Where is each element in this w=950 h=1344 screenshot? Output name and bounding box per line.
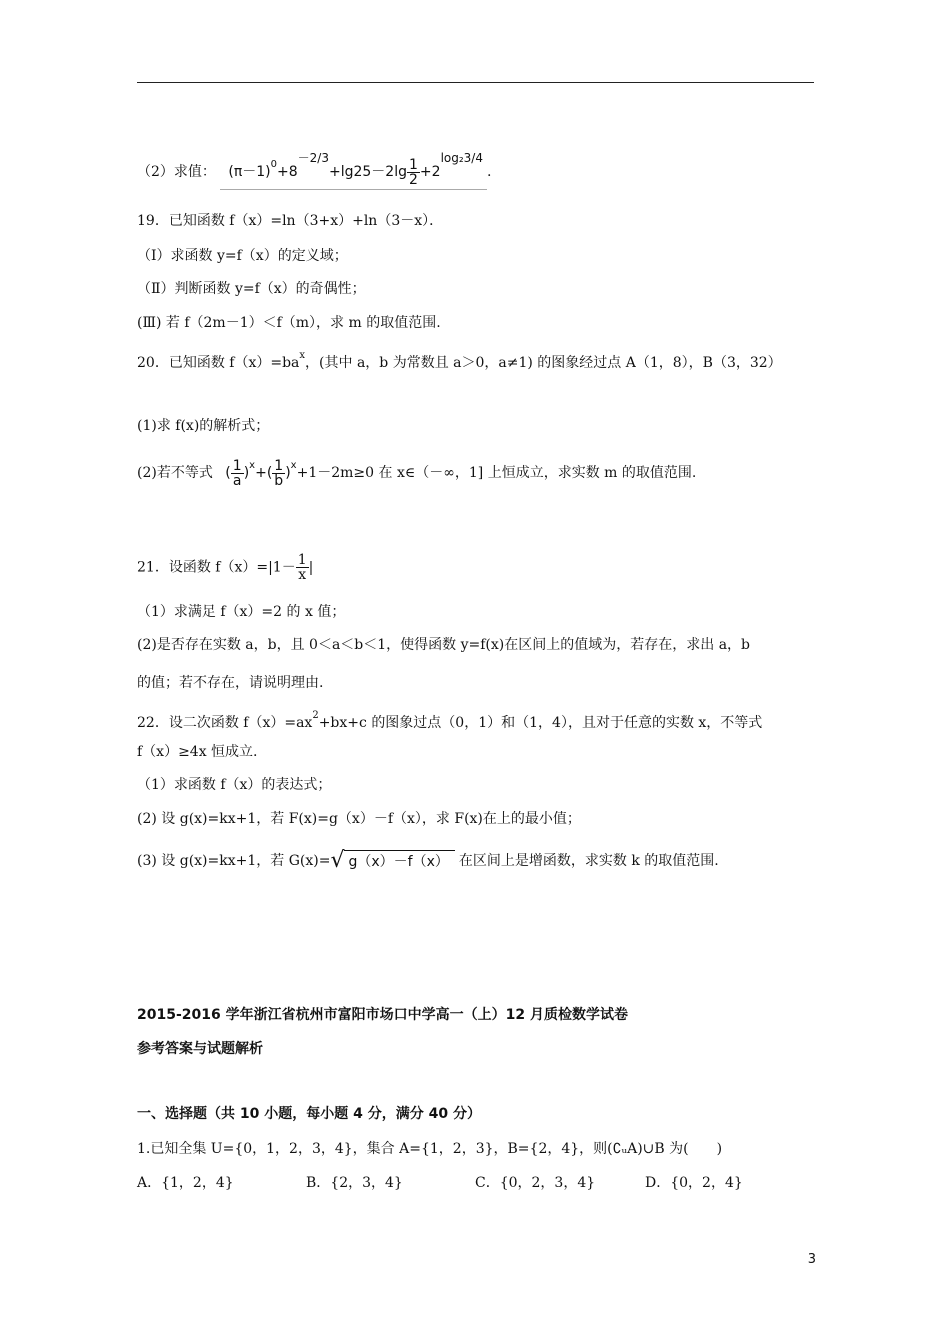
frac-1-over-x <box>296 553 309 582</box>
answer-subtitle: 参考答案与试题解析 <box>137 1041 263 1057</box>
q21-part2: (2)是否存在实数 a，b，且 0＜a＜b＜1，使得函数 y=f(x)在区间上的值域为，若存在，求出 a，b <box>137 637 751 653</box>
q20-part2-a: (2)若不等式 <box>137 465 213 481</box>
q20-stem-a: 20．已知函数 f（x）=ba <box>137 355 300 371</box>
choice-a: A．{1，2，4} <box>137 1175 234 1191</box>
half-num: 1 <box>409 156 418 173</box>
formula-lg-part: +lg25－2lg <box>328 164 407 180</box>
q19-part3: (Ⅲ) 若 f（2m－1）＜f（m），求 m 的取值范围. <box>137 315 441 331</box>
formula-exp2: log₂3/4 <box>440 151 483 165</box>
frac-1-over-a <box>231 459 244 488</box>
q21-stem-b: | <box>308 559 314 576</box>
q21-stem <box>137 553 313 582</box>
q22-stem-cont: f（x）≥4x 恒成立. <box>137 744 258 760</box>
q20-part2 <box>137 456 696 488</box>
page-number: 3 <box>807 1252 816 1267</box>
q21-part2-cont: 的值；若不存在，请说明理由. <box>137 675 324 691</box>
formula-exp8: －2/3 <box>297 151 329 165</box>
half-den: 2 <box>409 171 418 188</box>
q21-stem-a: 21．设函数 f（x）=|1－ <box>137 559 296 576</box>
q20-stem-b: ，(其中 a，b 为常数且 a＞0，a≠1) 的图象经过点 A（1，8），B（3，32） <box>305 355 782 371</box>
frac-a-num: 1 <box>232 457 242 474</box>
choice-b: B．{2，3，4} <box>306 1175 403 1191</box>
q19-part2: （Ⅱ）判断函数 y=f（x）的奇偶性； <box>137 281 366 297</box>
exp-x-b: x <box>290 460 297 471</box>
frac-x-num: 1 <box>297 552 307 568</box>
q22-stem <box>137 706 762 733</box>
formula-pi-part: (π－1) <box>228 164 271 180</box>
q20-part2-b: +1－2m≥0 在 x∈（－∞，1] 上恒成立，求实数 m 的取值范围. <box>296 465 697 481</box>
answer-q1: 1.已知全集 U={0，1，2，3，4}，集合 A={1，2，3}，B={2，4}，则(∁ᵤA)∪B 为( ) <box>137 1141 723 1157</box>
header-rule <box>137 82 814 83</box>
q22-part2: (2) 设 g(x)=kx+1，若 F(x)=g（x）－f（x），求 F(x)在上的最小值； <box>137 811 581 827</box>
q19-stem: 19．已知函数 f（x）=ln（3+x）+ln（3－x）． <box>137 213 444 229</box>
formula-exp0: 0 <box>270 159 278 170</box>
q22-part3-a: (3) 设 g(x)=kx+1，若 G(x)= <box>137 853 331 869</box>
q22-part3 <box>137 850 719 872</box>
q22-stem-a: 22．设二次函数 f（x）=ax <box>137 715 313 731</box>
q21-part1: （1）求满足 f（x）=2 的 x 值； <box>137 604 346 620</box>
q18-part2-label: （2）求值： <box>137 164 216 180</box>
sqrt-body: g（x）－f（x） <box>344 850 454 872</box>
section1-heading: 一、选择题（共 10 小题，每小题 4 分，满分 40 分） <box>137 1106 481 1122</box>
frac-1-over-b <box>272 459 285 488</box>
q22-stem-sup: 2 <box>312 710 319 721</box>
frac-a-den: a <box>232 472 242 489</box>
q19-part1: （Ⅰ）求函数 y=f（x）的定义域； <box>137 248 348 264</box>
frac-b-num: 1 <box>274 457 284 474</box>
plus-sign: + <box>255 465 267 481</box>
sqrt-expression <box>330 850 454 872</box>
q22-part1: （1）求函数 f（x）的表达式； <box>137 777 332 793</box>
frac-x-den: x <box>298 567 307 583</box>
answer-title: 2015-2016 学年浙江省杭州市富阳市场口中学高一（上）12 月质检数学试卷 <box>137 1007 628 1023</box>
q18-part2 <box>137 148 491 190</box>
frac-b-den: b <box>274 472 284 489</box>
q22-part3-b: 在区间上是增函数，求实数 k 的取值范围. <box>458 853 719 869</box>
formula-plus2: +2 <box>419 164 441 180</box>
choice-d: D．{0，2，4} <box>645 1175 743 1191</box>
choice-c: C．{0，2，3，4} <box>475 1175 596 1191</box>
q20-stem <box>137 346 782 373</box>
q22-stem-b: +bx+c 的图象过点（0，1）和（1，4），且对于任意的实数 x，不等式 <box>318 715 763 731</box>
formula-plus8: +8 <box>277 164 298 180</box>
sqrt-icon: √ <box>330 848 345 873</box>
q18-formula <box>220 148 487 190</box>
formula-end: . <box>486 164 492 180</box>
q20-inequality: ( $\frac{1}{a}$ )$^x$+( $\frac{1}{b}$ )$^x$ <box>225 457 297 489</box>
q20-part1: (1)求 f(x)的解析式； <box>137 418 270 434</box>
q20-stem-sup: x <box>299 350 306 361</box>
exp-x-a: x <box>249 460 256 471</box>
formula-half <box>407 158 420 187</box>
